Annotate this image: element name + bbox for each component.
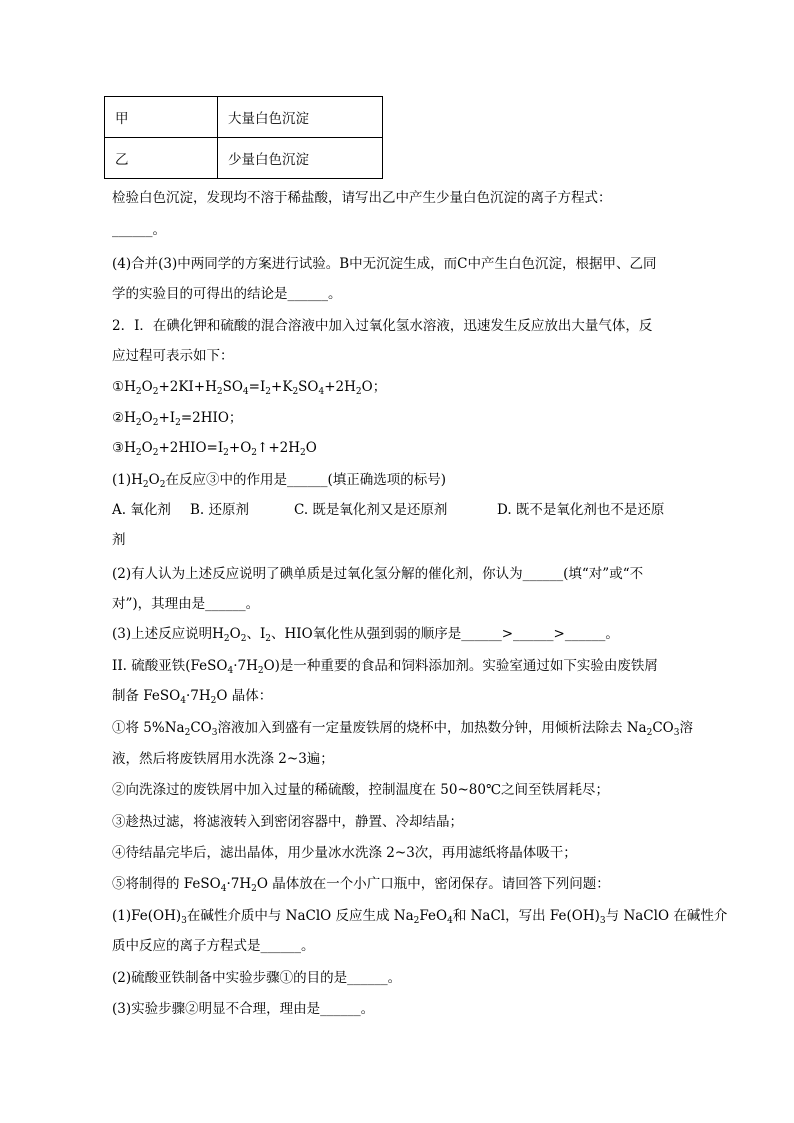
result-table (104, 96, 383, 179)
step-1: ①将 $5\%Na_2CO_3$溶液加入到盛有一定量废铁屑的烧杯中，加热数分钟，用倾析法除去 $Na_2CO_3$溶 (112, 720, 693, 738)
paragraph-line: 学的实验目的可得出的结论是______。 (112, 286, 342, 302)
table-row (105, 97, 383, 138)
question-heading: 2．I．在碘化钾和硫酸的混合溶液中加入过氧化氢水溶液，迅速发生反应放出大量气体，反 (112, 318, 653, 334)
paragraph-line: 检验白色沉淀，发现均不溶于稀盐酸，请写出乙中产生少量白色沉淀的离子方程式： (112, 190, 612, 206)
followup-1-continued: 质中反应的离子方程式是______。 (112, 938, 315, 954)
subquestion-3: (3)上述反应说明$H_2O_2$、$I_2$、HIO氧化性从强到弱的顺序是______>______>______。 (112, 626, 619, 644)
step-5: ⑤将制得的 $FeSO_4\cdot 7H_2O$ 晶体放在一个小广口瓶中，密闭保存。请回答下列问题： (112, 876, 610, 894)
step-4: ④待结晶完毕后，滤出晶体，用少量冰水洗涤 2~3次，再用滤纸将晶体吸干； (112, 845, 577, 861)
reaction-equation-3: $③H_2O_2+2HIO=I_2+O_2↑+2H_2O$ (112, 440, 317, 458)
table-row (105, 138, 383, 179)
paragraph-line: (4)合并(3)中两同学的方案进行试验。B中无沉淀生成，而C中产生白色沉淀，根据甲、乙同 (112, 256, 657, 272)
option-b: B. 还原剂 (190, 502, 250, 518)
step-3: ③趁热过滤，将滤液转入到密闭容器中，静置、冷却结晶； (112, 814, 463, 830)
table-cell-group: 甲 (105, 97, 218, 138)
reaction-equation-2: $②H_2O_2+I_2=2HIO$； (112, 410, 243, 428)
answer-blank-line: ______。 (112, 222, 166, 238)
option-a: A. 氧化剂 (112, 502, 171, 518)
subquestion-2-continued: 对”)，其理由是______。 (112, 596, 260, 612)
followup-2: (2)硫酸亚铁制备中实验步骤①的目的是______。 (112, 970, 402, 986)
paragraph-line: 应过程可表示如下： (112, 348, 234, 364)
option-d-continued: 剂 (112, 532, 126, 548)
table-cell-result: 大量白色沉淀 (218, 97, 383, 138)
part-ii-intro: II. 硫酸亚铁$(FeSO_4\cdot 7H_2O)$是一种重要的食品和饲料添加剂。实验室通过如下实验由废铁屑 (112, 658, 658, 676)
table-cell-group: 乙 (105, 138, 218, 179)
followup-1: $(1)Fe(OH)_3$在碱性介质中与 NaClO 反应生成 $Na_2FeO_4$和 NaCl，写出 $Fe(OH)_3$与 NaClO 在碱性介 (112, 908, 728, 926)
reaction-equation-1: $①H_2O_2+2KI+H_2SO_4=I_2+K_2SO_4+2H_2O$； (112, 379, 387, 397)
followup-3: (3)实验步骤②明显不合理，理由是______。 (112, 1001, 375, 1017)
step-1-continued: 液，然后将废铁屑用水洗涤 2~3遍； (112, 751, 334, 767)
subquestion-2: (2)有人认为上述反应说明了碘单质是过氧化氢分解的催化剂，你认为______(填“对”或“不 (112, 566, 644, 582)
option-d: D. 既不是氧化剂也不是还原 (497, 502, 665, 518)
part-ii-intro-continued: 制备 $FeSO_4\cdot 7H_2O$ 晶体： (112, 688, 273, 706)
subquestion-1: $(1)H_2O_2$在反应③中的作用是______(填正确选项的标号) (112, 472, 446, 490)
option-c: C. 既是氧化剂又是还原剂 (294, 502, 448, 518)
step-2: ②向洗涤过的废铁屑中加入过量的稀硫酸，控制温度在 50~80℃之间至铁屑耗尽； (112, 782, 610, 798)
table-cell-result: 少量白色沉淀 (218, 138, 383, 179)
